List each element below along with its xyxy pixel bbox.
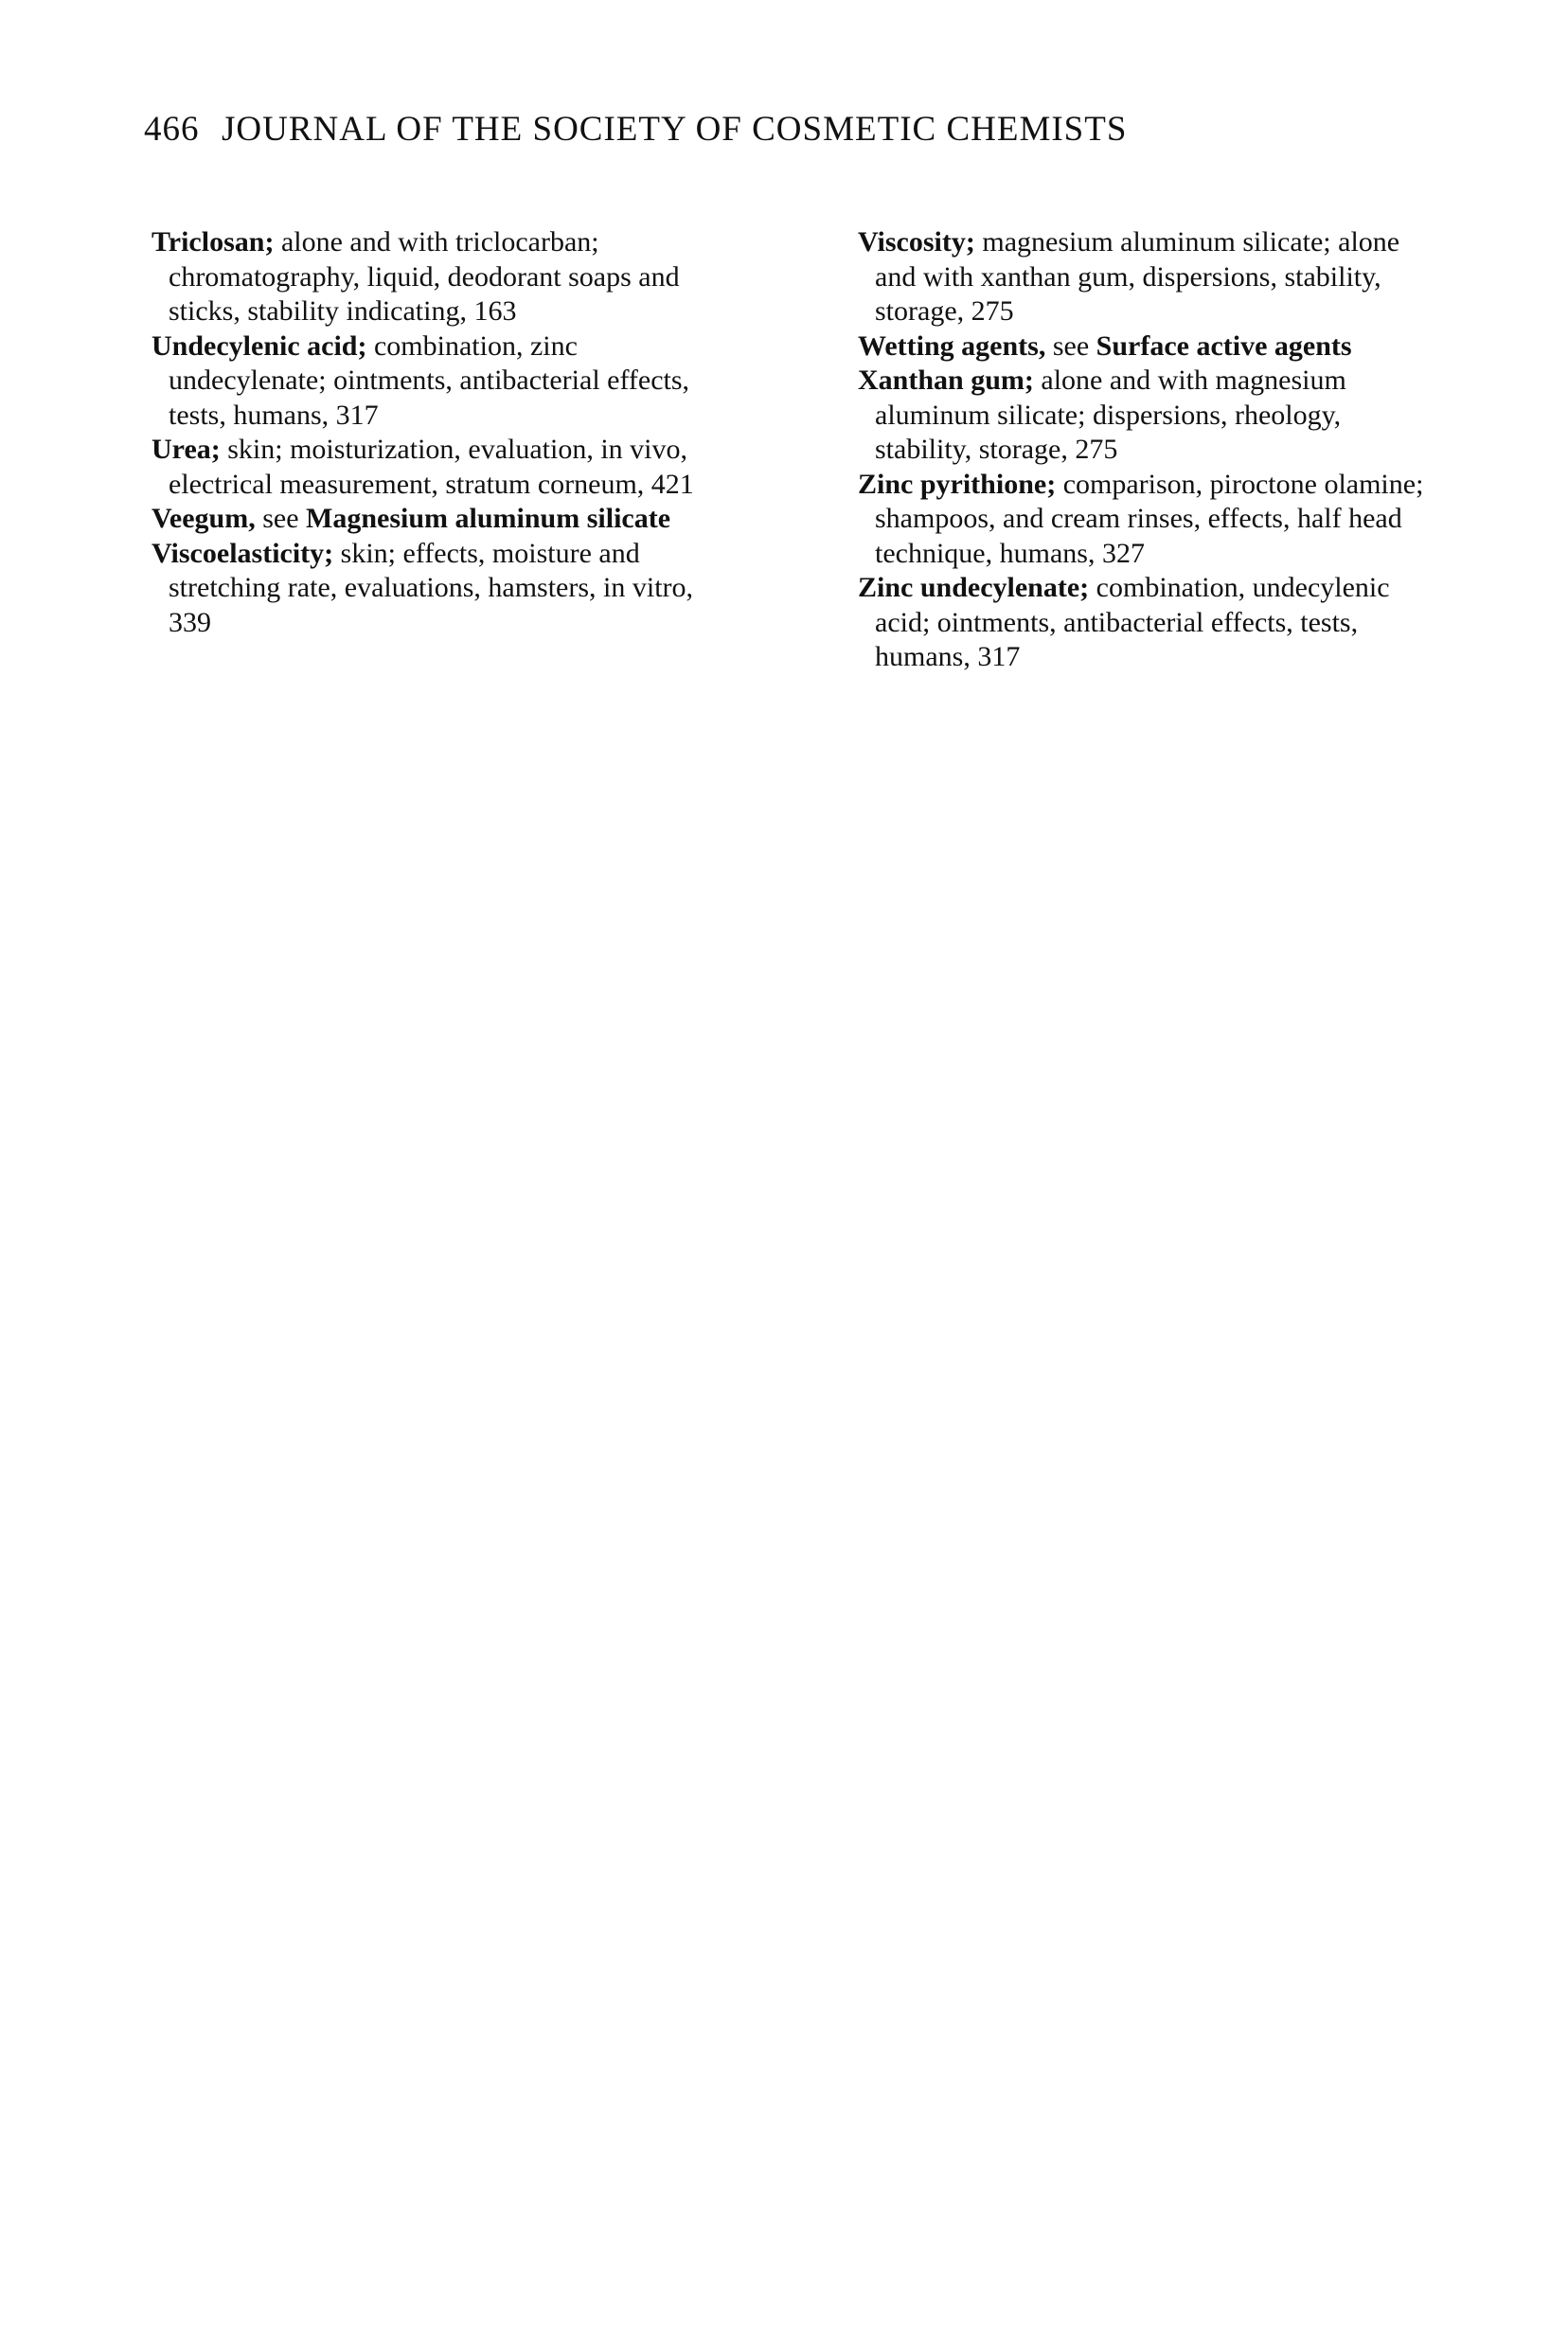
index-entry xyxy=(858,329,1426,365)
index-term: Zinc pyrithione; xyxy=(858,468,1057,500)
index-details: comparison, piroctone olamine; shampoos, and cream rinses, effects, half head technique, humans, 327 xyxy=(875,468,1424,569)
index-details: see xyxy=(1045,329,1096,362)
index-entry xyxy=(151,329,739,434)
index-entry xyxy=(858,468,1426,572)
index-entry xyxy=(151,225,739,329)
index-entry xyxy=(858,571,1426,675)
index-term: Triclosan; xyxy=(151,226,275,258)
see-reference: Magnesium aluminum silicate xyxy=(306,503,671,534)
journal-title: JOURNAL OF THE SOCIETY OF COSMETIC CHEMISTS xyxy=(222,110,1128,149)
index-term: Viscoelasticity; xyxy=(151,537,334,569)
index-details: skin; moisturization, evaluation, in vivo, electrical measurement, stratum corneum, 421 xyxy=(169,434,694,500)
index-details: see xyxy=(255,503,307,534)
index-entry xyxy=(858,225,1426,329)
index-term: Xanthan gum; xyxy=(858,365,1034,396)
page-number: 466 xyxy=(144,110,200,149)
index-details: skin; effects, moisture and stretching rate, evaluations, hamsters, in vitro, 339 xyxy=(169,537,694,638)
index-entry xyxy=(151,537,739,641)
index-details: alone and with magnesium aluminum silicate; dispersions, rheology, stability, storage, 275 xyxy=(875,365,1346,465)
index-entry xyxy=(858,364,1426,468)
index-details: alone and with triclocarban; chromatography, liquid, deodorant soaps and sticks, stability indicating, 163 xyxy=(169,226,680,327)
index-term: Veegum, xyxy=(151,503,256,534)
index-term: Urea; xyxy=(151,434,221,465)
running-head xyxy=(144,112,1432,147)
index-entry xyxy=(151,502,739,537)
index-column-left xyxy=(151,225,739,640)
index-entry xyxy=(151,433,739,502)
see-reference: Surface active agents xyxy=(1096,329,1352,362)
index-details: combination, zinc undecylenate; ointments, antibacterial effects, tests, humans, 317 xyxy=(169,329,690,431)
index-term: Undecylenic acid; xyxy=(151,329,367,362)
index-term: Wetting agents, xyxy=(858,329,1046,362)
index-details: combination, undecylenic acid; ointments, antibacterial effects, tests, humans, 317 xyxy=(875,572,1390,672)
index-term: Zinc undecylenate; xyxy=(858,572,1090,603)
index-column-right xyxy=(858,225,1426,675)
index-term: Viscosity; xyxy=(858,226,975,258)
index-details: magnesium aluminum silicate; alone and with xanthan gum, dispersions, stability, storage, 275 xyxy=(875,226,1400,327)
